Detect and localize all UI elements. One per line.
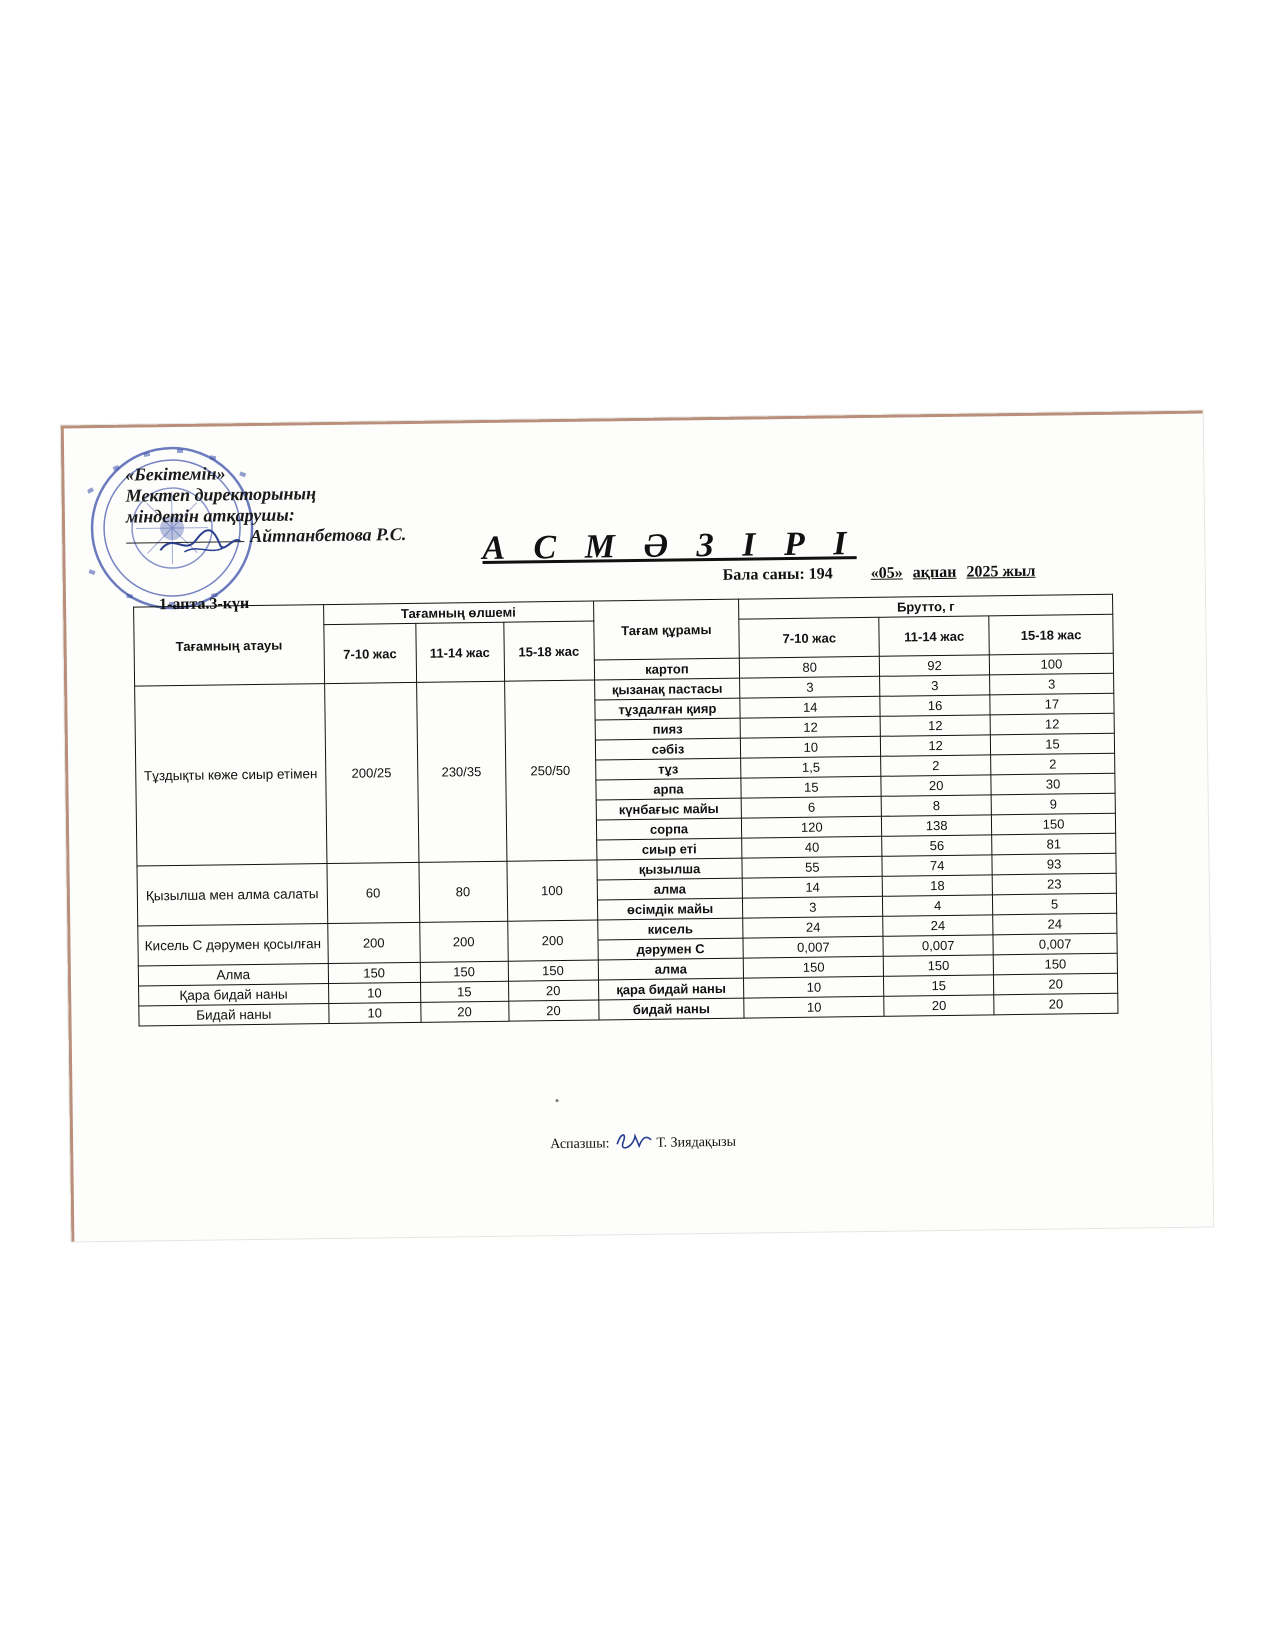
gross-value: 3 [740, 676, 880, 698]
portion-value: 15 [420, 981, 508, 1002]
portion-value: 20 [508, 1000, 598, 1021]
portion-value: 80 [419, 861, 508, 922]
gross-value: 4 [883, 895, 993, 916]
header-gross: Брутто, г [739, 594, 1113, 619]
gross-value: 0,007 [993, 933, 1117, 955]
portion-value: 20 [508, 980, 598, 1001]
gross-value: 24 [743, 916, 883, 938]
gross-value: 55 [742, 856, 882, 878]
portion-value: 150 [508, 960, 598, 981]
ingredient-name: сәбіз [595, 738, 741, 760]
gross-value: 12 [881, 735, 991, 756]
header-portion: Тағамның өлшемі [323, 601, 593, 625]
ingredient-name: пияз [595, 718, 741, 740]
week-day: 1-апта.3-күн [158, 595, 250, 614]
gross-value: 93 [992, 853, 1116, 875]
header-dish-name: Тағамның атауы [134, 605, 325, 686]
director-signature-icon [154, 521, 245, 562]
gross-value: 2 [991, 753, 1115, 775]
header-portion-age2: 11-14 жас [416, 622, 505, 682]
date-month: ақпан [912, 563, 957, 582]
dish-name: Қызылша мен алма салаты [137, 864, 328, 926]
dish-name: Бидай наны [139, 1004, 329, 1026]
portion-value: 200/25 [324, 682, 418, 863]
gross-value: 24 [993, 913, 1117, 935]
gross-value: 1,5 [741, 756, 881, 778]
cook-signature-icon [613, 1128, 653, 1153]
gross-value: 20 [881, 775, 991, 796]
count-and-date [723, 563, 1036, 585]
ingredient-name: сорпа [596, 818, 742, 840]
gross-value: 12 [740, 716, 880, 738]
ingredient-name: алма [598, 958, 744, 980]
ingredient-name: арпа [595, 778, 741, 800]
ingredient-name: қара бидай наны [598, 978, 744, 1000]
portion-value: 250/50 [504, 680, 596, 861]
gross-value: 2 [881, 755, 991, 776]
portion-value: 200 [328, 922, 420, 963]
cook-signature-block [550, 1127, 736, 1153]
gross-value: 10 [744, 976, 884, 998]
gross-value: 3 [880, 675, 990, 696]
ingredient-name: тұздалған қияр [594, 698, 740, 720]
portion-value: 10 [328, 982, 420, 1003]
dish-name: Тұздықты көже сиыр етімен [135, 684, 327, 866]
header-portion-age1: 7-10 жас [324, 623, 417, 683]
header-composition: Тағам құрамы [593, 599, 740, 660]
gross-value: 10 [744, 996, 884, 1018]
portion-value: 200 [419, 921, 507, 962]
portion-value: 200 [507, 920, 597, 961]
gross-value: 20 [994, 973, 1118, 995]
cook-label: Аспазшы: [550, 1136, 610, 1153]
gross-value: 3 [990, 673, 1114, 695]
gross-value: 92 [880, 655, 990, 676]
director-name: Айтпанбетова Р.С. [250, 523, 407, 547]
menu-table [133, 594, 1118, 1027]
ingredient-name: дәрумен С [598, 938, 744, 960]
approval-label: «Бекітемін» [125, 463, 226, 485]
gross-value: 23 [992, 873, 1116, 895]
gross-value: 16 [880, 695, 990, 716]
gross-value: 3 [743, 896, 883, 918]
gross-value: 120 [742, 816, 882, 838]
gross-value: 15 [884, 975, 994, 996]
gross-value: 8 [881, 795, 991, 816]
ingredient-name: өсімдік майы [597, 898, 743, 920]
gross-value: 0,007 [883, 935, 993, 956]
gross-value: 10 [741, 736, 881, 758]
gross-value: 56 [882, 835, 992, 856]
gross-value: 81 [992, 833, 1116, 855]
ingredient-name: картоп [594, 658, 740, 680]
children-count: Бала саны: 194 [722, 565, 833, 584]
gross-value: 17 [990, 693, 1114, 715]
gross-value: 138 [882, 815, 992, 836]
gross-value: 0,007 [743, 936, 883, 958]
approval-position: Мектеп директорының [125, 483, 317, 506]
gross-value: 14 [740, 696, 880, 718]
header-gross-age1: 7-10 жас [739, 617, 879, 658]
gross-value: 30 [991, 773, 1115, 795]
gross-value: 150 [744, 956, 884, 978]
gross-value: 15 [741, 776, 881, 798]
portion-value: 230/35 [416, 681, 506, 862]
gross-value: 5 [993, 893, 1117, 915]
gross-value: 6 [742, 796, 882, 818]
gross-value: 14 [743, 876, 883, 898]
ingredient-name: кисель [597, 918, 743, 940]
page-title: А С М Ә З І Р І [482, 525, 857, 567]
ingredient-name: күнбағыс майы [596, 798, 742, 820]
gross-value: 150 [991, 813, 1115, 835]
header-gross-age3: 15-18 жас [989, 614, 1113, 655]
ingredient-name: алма [597, 878, 743, 900]
gross-value: 15 [990, 733, 1114, 755]
gross-value: 80 [740, 656, 880, 678]
date-day: «05» [870, 564, 903, 582]
ingredient-name: сиыр еті [596, 838, 742, 860]
gross-value: 12 [990, 713, 1114, 735]
ingredient-name: тұз [595, 758, 741, 780]
approval-role: міндетін атқарушы: [125, 504, 295, 527]
gross-value: 150 [883, 955, 993, 976]
gross-value: 40 [742, 836, 882, 858]
ingredient-name: бидай наны [598, 998, 744, 1020]
date-year: 2025 жыл [966, 562, 1036, 581]
gross-value: 20 [884, 995, 994, 1016]
gross-value: 24 [883, 915, 993, 936]
gross-value: 74 [882, 855, 992, 876]
portion-value: 150 [420, 961, 508, 982]
gross-value: 20 [994, 993, 1118, 1015]
gross-value: 100 [989, 653, 1113, 675]
gross-value: 150 [993, 953, 1117, 975]
portion-value: 100 [507, 860, 598, 921]
dish-name: Қара бидай наны [139, 984, 329, 1006]
cook-name: Т. Зиядақызы [656, 1134, 737, 1151]
gross-value: 18 [882, 875, 992, 896]
ingredient-name: қызылша [596, 858, 742, 880]
portion-value: 150 [328, 962, 420, 983]
ink-dot [556, 1099, 559, 1102]
portion-value: 20 [420, 1001, 508, 1022]
dish-name: Алма [138, 964, 328, 986]
gross-value: 9 [991, 793, 1115, 815]
header-gross-age2: 11-14 жас [879, 616, 989, 656]
portion-value: 10 [329, 1002, 421, 1023]
header-portion-age3: 15-18 жас [503, 621, 594, 681]
gross-value: 12 [880, 715, 990, 736]
ingredient-name: қызанақ пастасы [594, 678, 740, 700]
dish-name: Кисель С дәрумен қосылған [138, 924, 328, 966]
document-sheet [61, 411, 1214, 1242]
portion-value: 60 [327, 862, 420, 923]
